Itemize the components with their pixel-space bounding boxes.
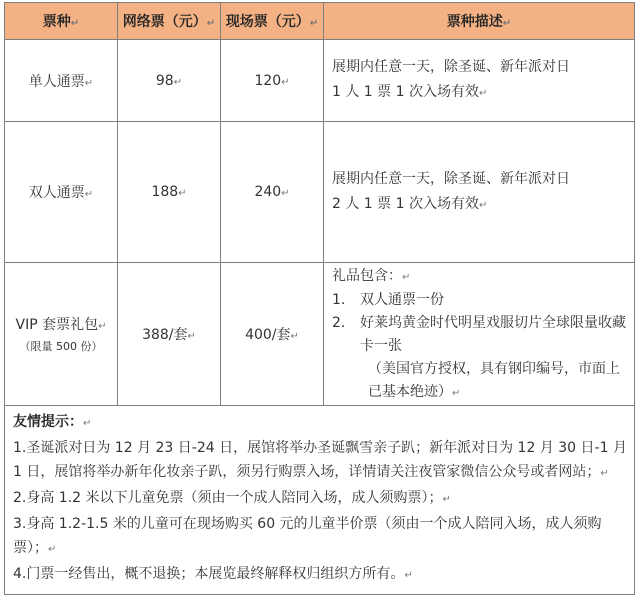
ticket-document [4,2,634,595]
online-price-cell: 188↵ [118,122,221,263]
online-price-cell: 388/套↵ [118,263,221,406]
tips-line: 4.门票一经售出，概不退换；本展览最终解释权归组织方所有。↵ [13,566,413,582]
tips-line: 2.身高 1.2 米以下儿童免票（须由一个成人陪同入场，成人须购票）；↵ [13,490,451,506]
description-line: 2 人 1 票 1 次入场有效↵ [332,195,488,212]
description-line: 展期内任意一天，除圣诞、新年派对日 [332,170,570,187]
tips-row [5,406,635,595]
header-onsite-price: 现场票（元）↵ [221,3,324,40]
gift-note: （美国官方授权，具有钢印编号，市面上已基本绝迹）↵ [368,361,620,400]
ticket-type-cell: 单人通票↵ [5,40,118,122]
description-cell [324,263,635,406]
header-row [5,3,635,40]
list-item: 2. 好莱坞黄金时代明星戏服切片全球限量收藏卡一张 [332,315,626,354]
description-cell [324,122,635,263]
ticket-type-cell: VIP 套票礼包↵ （限量 500 份） [5,263,118,406]
list-item: 1. 双人通票一份 [332,292,444,308]
tips-line: 1.圣诞派对日为 12 月 23 日-24 日，展馆将举办圣诞飘雪亲子趴；新年派对日为 12 月 30 日-1 月 1 日，展馆将举办新年化妆亲子趴，须另行购票入场，详情请关注夜管家微信公众号或者网站；↵ [13,440,627,480]
tips-title: 友情提示：↵ [13,414,92,430]
onsite-price-cell: 240↵ [221,122,324,263]
gift-list [332,289,630,358]
tips-cell [5,406,635,595]
gift-intro: 礼品包含：↵ [332,268,411,284]
ticket-type-cell: 双人通票↵ [5,122,118,263]
description-cell [324,40,635,122]
description-line: 展期内任意一天，除圣诞、新年派对日 [332,59,570,75]
limited-quantity-note: （限量 500 份） [19,340,103,353]
table-row [5,122,635,263]
header-description: 票种描述↵ [324,3,635,40]
header-ticket-type: 票种↵ [5,3,118,40]
header-online-price: 网络票（元）↵ [118,3,221,40]
ticket-table [4,2,635,595]
table-row [5,40,635,122]
onsite-price-cell: 120↵ [221,40,324,122]
online-price-cell: 98↵ [118,40,221,122]
onsite-price-cell: 400/套↵ [221,263,324,406]
description-line: 1 人 1 票 1 次入场有效↵ [332,84,488,100]
tips-line: 3.身高 1.2-1.5 米的儿童可在现场购买 60 元的儿童半价票（须由一个成人陪同入场，成人须购票）；↵ [13,516,602,556]
table-row [5,263,635,406]
